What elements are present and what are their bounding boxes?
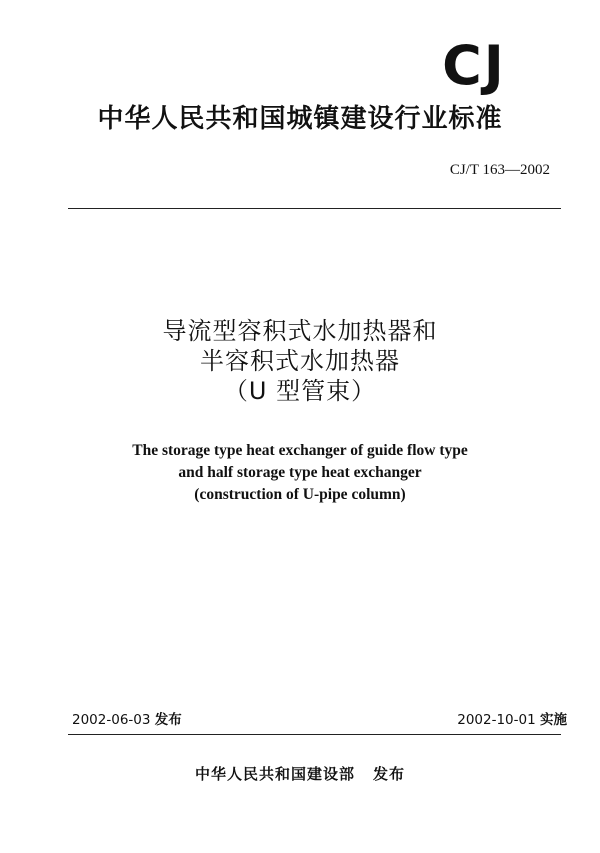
chinese-title-line-2: 半容积式水加热器 [200,347,400,375]
standard-code: CJ/T 163—2002 [449,162,550,178]
english-title-line-2: and half storage type heat exchanger [178,464,422,481]
bottom-divider [68,734,561,735]
issue-label: 发布 [154,712,182,728]
issue-date-block [72,710,182,730]
cj-logo: CJ [442,34,506,97]
english-title-line-1: The storage type heat exchanger of guide flow type [132,442,468,459]
english-title [0,440,600,506]
chinese-title [0,316,600,406]
chinese-title-line-1: 导流型容积式水加热器和 [162,317,438,345]
standard-category-title: 中华人民共和国城镇建设行业标准 [97,104,503,134]
issue-date: 2002-06-03 [72,712,151,728]
issuer-line [0,763,600,785]
implement-date: 2002-10-01 [457,712,536,728]
chinese-title-line-3: （U 型管束） [223,377,377,405]
issuer-name: 中华人民共和国建设部 [194,765,355,783]
issuer-action: 发布 [373,765,406,783]
english-title-line-3: (construction of U-pipe column) [194,486,406,503]
implement-label: 实施 [540,712,567,728]
top-divider [68,208,561,209]
implement-date-block [457,710,567,730]
